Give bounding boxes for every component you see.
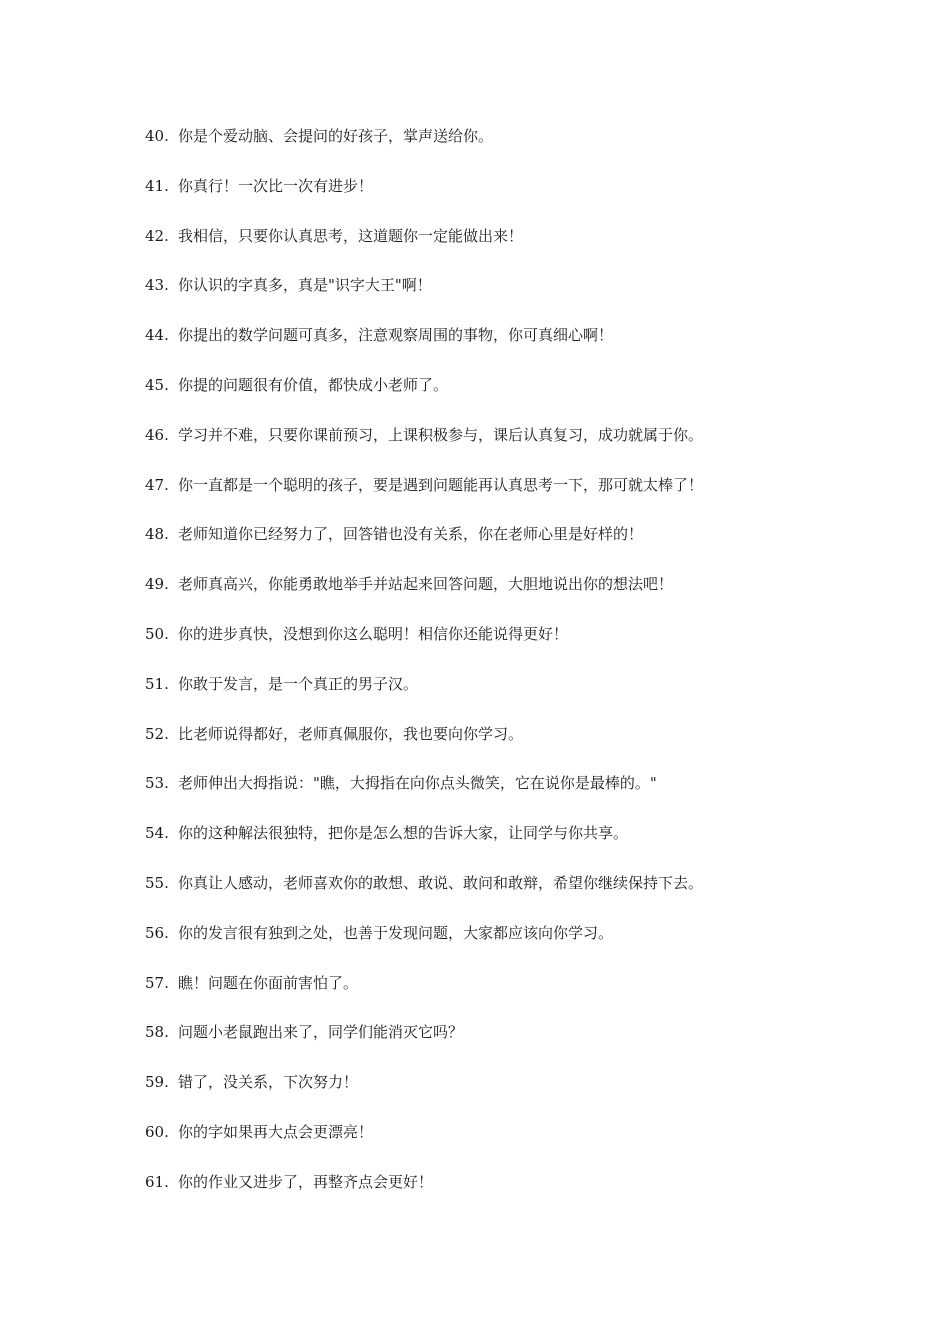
item-number: 49. [145,575,169,594]
item-text: 比老师说得都好，老师真佩服你，我也要向你学习。 [178,724,524,743]
list-item [145,423,915,473]
item-text: 你敢于发言，是一个真正的男子汉。 [178,674,419,693]
list-item [145,522,915,572]
list-item [145,821,915,871]
item-text: 你的发言很有独到之处，也善于发现问题，大家都应该向你学习。 [178,923,614,942]
item-number: 52. [145,724,169,743]
item-number: 55. [145,873,169,892]
item-number: 59. [145,1073,169,1092]
item-number: 56. [145,923,169,942]
item-number: 41. [145,176,169,195]
item-text: 你的进步真快，没想到你这么聪明！相信你还能说得更好！ [178,624,569,643]
item-text: 老师伸出大拇指说："瞧，大拇指在向你点头微笑，它在说你是最棒的。" [178,774,657,793]
item-text: 你提出的数学问题可真多，注意观察周围的事物，你可真细心啊！ [178,326,614,345]
list-item [145,323,915,373]
list-item [145,672,915,722]
item-text: 你一直都是一个聪明的孩子，要是遇到问题能再认真思考一下，那可就太棒了！ [178,475,704,494]
list-item [145,473,915,523]
item-number: 61. [145,1172,169,1191]
item-number: 48. [145,525,169,544]
item-text: 你提的问题很有价值，都快成小老师了。 [178,375,449,394]
list-item [145,971,915,1021]
item-number: 53. [145,774,169,793]
item-text: 你认识的字真多，真是"识字大王"啊！ [178,276,432,295]
list-item [145,373,915,423]
list-item [145,921,915,971]
item-number: 60. [145,1122,169,1141]
item-text: 瞧！问题在你面前害怕了。 [178,973,359,992]
item-number: 46. [145,425,169,444]
praise-list [145,124,915,1220]
item-number: 50. [145,624,169,643]
item-number: 43. [145,276,169,295]
item-text: 错了，没关系，下次努力！ [178,1073,359,1092]
item-text: 你的这种解法很独特，把你是怎么想的告诉大家，让同学与你共享。 [178,824,629,843]
item-number: 42. [145,226,169,245]
list-item [145,174,915,224]
list-item [145,124,915,174]
item-number: 44. [145,326,169,345]
list-item [145,1020,915,1070]
item-text: 你的作业又进步了，再整齐点会更好！ [178,1172,434,1191]
item-text: 学习并不难，只要你课前预习，上课积极参与，课后认真复习，成功就属于你。 [178,425,704,444]
list-item [145,771,915,821]
item-text: 老师知道你已经努力了，回答错也没有关系，你在老师心里是好样的！ [178,525,644,544]
list-item [145,871,915,921]
item-number: 45. [145,375,169,394]
item-text: 你真行！一次比一次有进步！ [178,176,374,195]
item-number: 47. [145,475,169,494]
item-number: 58. [145,1023,169,1042]
list-item [145,722,915,772]
list-item [145,1170,915,1220]
list-item [145,622,915,672]
list-item [145,1120,915,1170]
list-item [145,572,915,622]
list-item [145,224,915,274]
item-text: 你是个爱动脑、会提问的好孩子，掌声送给你。 [178,127,494,145]
item-number: 54. [145,824,169,843]
item-text: 你的字如果再大点会更漂亮！ [178,1122,374,1141]
item-text: 老师真高兴，你能勇敢地举手并站起来回答问题，大胆地说出你的想法吧！ [178,575,674,594]
item-text: 问题小老鼠跑出来了，同学们能消灭它吗？ [178,1023,464,1042]
item-text: 你真让人感动，老师喜欢你的敢想、敢说、敢问和敢辩，希望你继续保持下去。 [178,873,704,892]
list-item [145,273,915,323]
item-number: 57. [145,973,169,992]
list-item [145,1070,915,1120]
item-number: 51. [145,674,169,693]
item-text: 我相信，只要你认真思考，这道题你一定能做出来！ [178,226,524,245]
item-number: 40. [145,127,169,145]
